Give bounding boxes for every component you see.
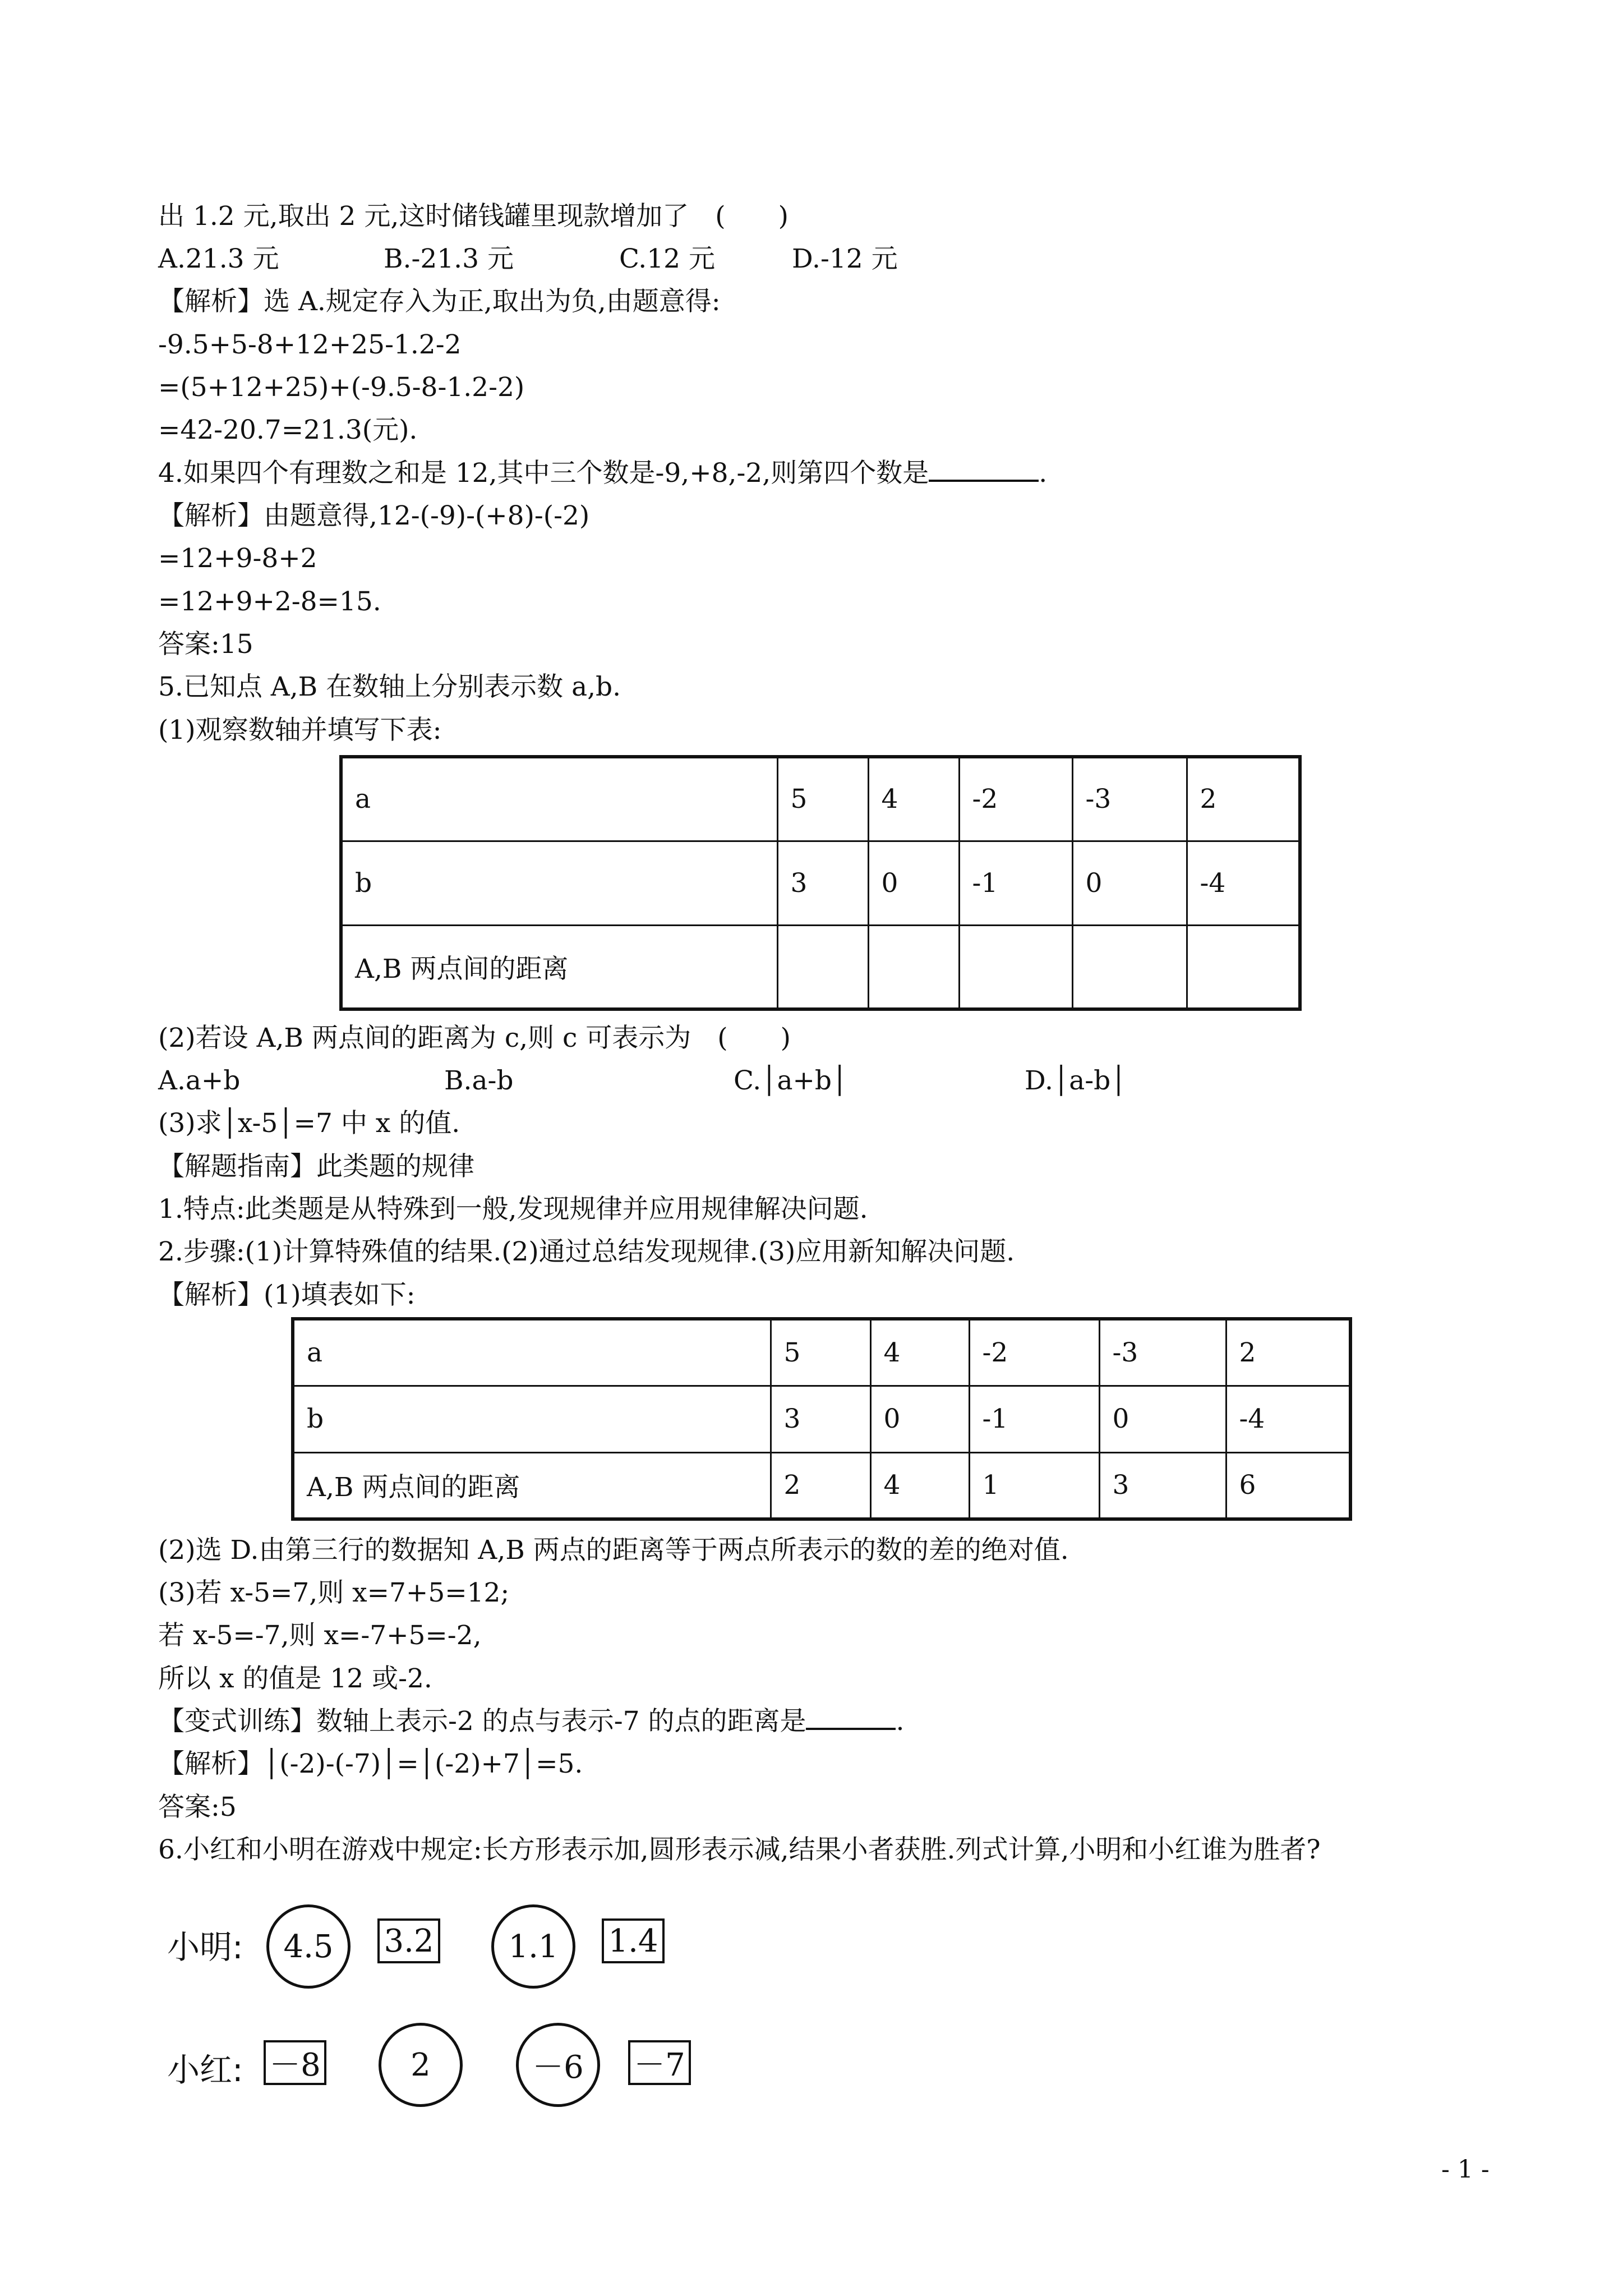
rectangle-shape: 1.4	[602, 1918, 665, 1963]
text-line: =(5+12+25)+(-9.5-8-1.2-2)	[158, 372, 525, 403]
table-cell: a	[293, 1319, 771, 1386]
text-line: (3)若 x-5=7,则 x=7+5=12;	[158, 1577, 510, 1608]
table-cell: 3	[777, 841, 868, 925]
rectangle-shape: －7	[628, 2040, 691, 2085]
table-cell: -2	[969, 1319, 1099, 1386]
table-cell: -3	[1072, 757, 1187, 841]
table-2	[291, 1317, 1352, 1521]
table-row	[293, 1319, 1350, 1386]
option-b: B.a-b	[444, 1065, 514, 1096]
question-end: .	[1039, 458, 1048, 489]
question-text: 【变式训练】数轴上表示-2 的点与表示-7 的点的距离是	[158, 1706, 806, 1737]
table-cell: b	[341, 841, 777, 925]
table-cell	[959, 925, 1072, 1009]
q3-options	[158, 242, 1504, 276]
circle-shape: 1.1	[491, 1904, 575, 1989]
table-cell: 2	[771, 1452, 870, 1519]
table-1	[339, 755, 1302, 1011]
table-cell: 2	[1226, 1319, 1350, 1386]
text-line: 答案:5	[158, 1792, 237, 1823]
table-cell	[1072, 925, 1187, 1009]
option-d: D.│a-b│	[1025, 1065, 1127, 1096]
text-line: (2)若设 A,B 两点间的距离为 c,则 c 可表示为 ( )	[158, 1023, 791, 1053]
text-line: (2)选 D.由第三行的数据知 A,B 两点的距离等于两点所表示的数的差的绝对值.	[158, 1535, 1069, 1566]
table-cell: 3	[1099, 1452, 1226, 1519]
text-line: 【解题指南】此类题的规律	[158, 1151, 474, 1182]
page-number: - 1 -	[1441, 2155, 1490, 2184]
option-a: A.21.3 元	[158, 243, 279, 274]
table-cell: 3	[771, 1386, 870, 1452]
table-cell: -1	[959, 841, 1072, 925]
text-line: 出 1.2 元,取出 2 元,这时储钱罐里现款增加了 ( )	[158, 201, 789, 232]
answer-blank	[806, 1706, 896, 1730]
text-line: =12+9+2-8=15.	[158, 586, 381, 617]
variant-exercise	[158, 1705, 904, 1738]
table-cell	[868, 925, 959, 1009]
text-line: (3)求│x-5│=7 中 x 的值.	[158, 1108, 460, 1139]
table-cell: -3	[1099, 1319, 1226, 1386]
table-cell: 4	[870, 1452, 969, 1519]
option-b: B.-21.3 元	[384, 243, 514, 274]
rectangle-shape: 3.2	[377, 1918, 440, 1963]
text-line: 6.小红和小明在游戏中规定:长方形表示加,圆形表示减,结果小者获胜.列式计算,小明和小红谁为胜者?	[158, 1834, 1321, 1865]
rectangle-shape: －8	[264, 2040, 326, 2085]
text-line: =42-20.7=21.3(元).	[158, 415, 418, 445]
table-cell: -4	[1226, 1386, 1350, 1452]
question-end: .	[896, 1706, 905, 1737]
text-line: (1)观察数轴并填写下表:	[158, 715, 442, 746]
text-line: 若 x-5=-7,则 x=-7+5=-2,	[158, 1620, 482, 1651]
text-line: 【解析】│(-2)-(-7)│=│(-2)+7│=5.	[158, 1749, 583, 1779]
option-c: C.│a+b│	[734, 1065, 848, 1096]
table-cell: 0	[1072, 841, 1187, 925]
circle-shape: 4.5	[266, 1904, 351, 1989]
table-cell: 0	[1099, 1386, 1226, 1452]
table-cell: -4	[1187, 841, 1300, 925]
table-cell: 1	[969, 1452, 1099, 1519]
xiaohong-label: 小红:	[167, 2051, 243, 2089]
table-cell: A,B 两点间的距离	[341, 925, 777, 1009]
text-line: 【解析】由题意得,12-(-9)-(+8)-(-2)	[158, 500, 590, 531]
table-cell	[777, 925, 868, 1009]
table-cell	[1187, 925, 1300, 1009]
table-cell: 0	[868, 841, 959, 925]
question-4	[158, 457, 1047, 490]
table-cell: 4	[870, 1319, 969, 1386]
table-cell: 2	[1187, 757, 1300, 841]
text-line: =12+9-8+2	[158, 543, 317, 574]
circle-shape: 2	[379, 2023, 463, 2107]
answer-blank	[929, 458, 1039, 482]
table-row	[293, 1386, 1350, 1452]
table-row	[341, 757, 1300, 841]
q5-options	[158, 1064, 1504, 1098]
table-cell: -1	[969, 1386, 1099, 1452]
text-line: 1.特点:此类题是从特殊到一般,发现规律并应用规律解决问题.	[158, 1194, 868, 1225]
table-row	[341, 841, 1300, 925]
table-cell: 6	[1226, 1452, 1350, 1519]
option-c: C.12 元	[619, 243, 715, 274]
option-d: D.-12 元	[792, 243, 898, 274]
text-line: 所以 x 的值是 12 或-2.	[158, 1663, 432, 1694]
text-line: -9.5+5-8+12+25-1.2-2	[158, 329, 462, 360]
question-text: 4.如果四个有理数之和是 12,其中三个数是-9,+8,-2,则第四个数是	[158, 458, 929, 489]
table-cell: -2	[959, 757, 1072, 841]
table-cell: 0	[870, 1386, 969, 1452]
text-line: 【解析】选 A.规定存入为正,取出为负,由题意得:	[158, 286, 721, 317]
table-cell: 5	[771, 1319, 870, 1386]
text-line: 2.步骤:(1)计算特殊值的结果.(2)通过总结发现规律.(3)应用新知解决问题.	[158, 1236, 1015, 1267]
xiaoming-label: 小明:	[167, 1928, 243, 1966]
circle-shape: －6	[516, 2023, 600, 2107]
table-cell: 4	[868, 757, 959, 841]
table-cell: A,B 两点间的距离	[293, 1452, 771, 1519]
text-line: 答案:15	[158, 629, 253, 660]
text-line: 5.已知点 A,B 在数轴上分别表示数 a,b.	[158, 671, 621, 702]
table-cell: a	[341, 757, 777, 841]
table-row	[293, 1452, 1350, 1519]
table-row	[341, 925, 1300, 1009]
option-a: A.a+b	[158, 1065, 241, 1096]
table-cell: 5	[777, 757, 868, 841]
table-cell: b	[293, 1386, 771, 1452]
text-line: 【解析】(1)填表如下:	[158, 1280, 416, 1310]
